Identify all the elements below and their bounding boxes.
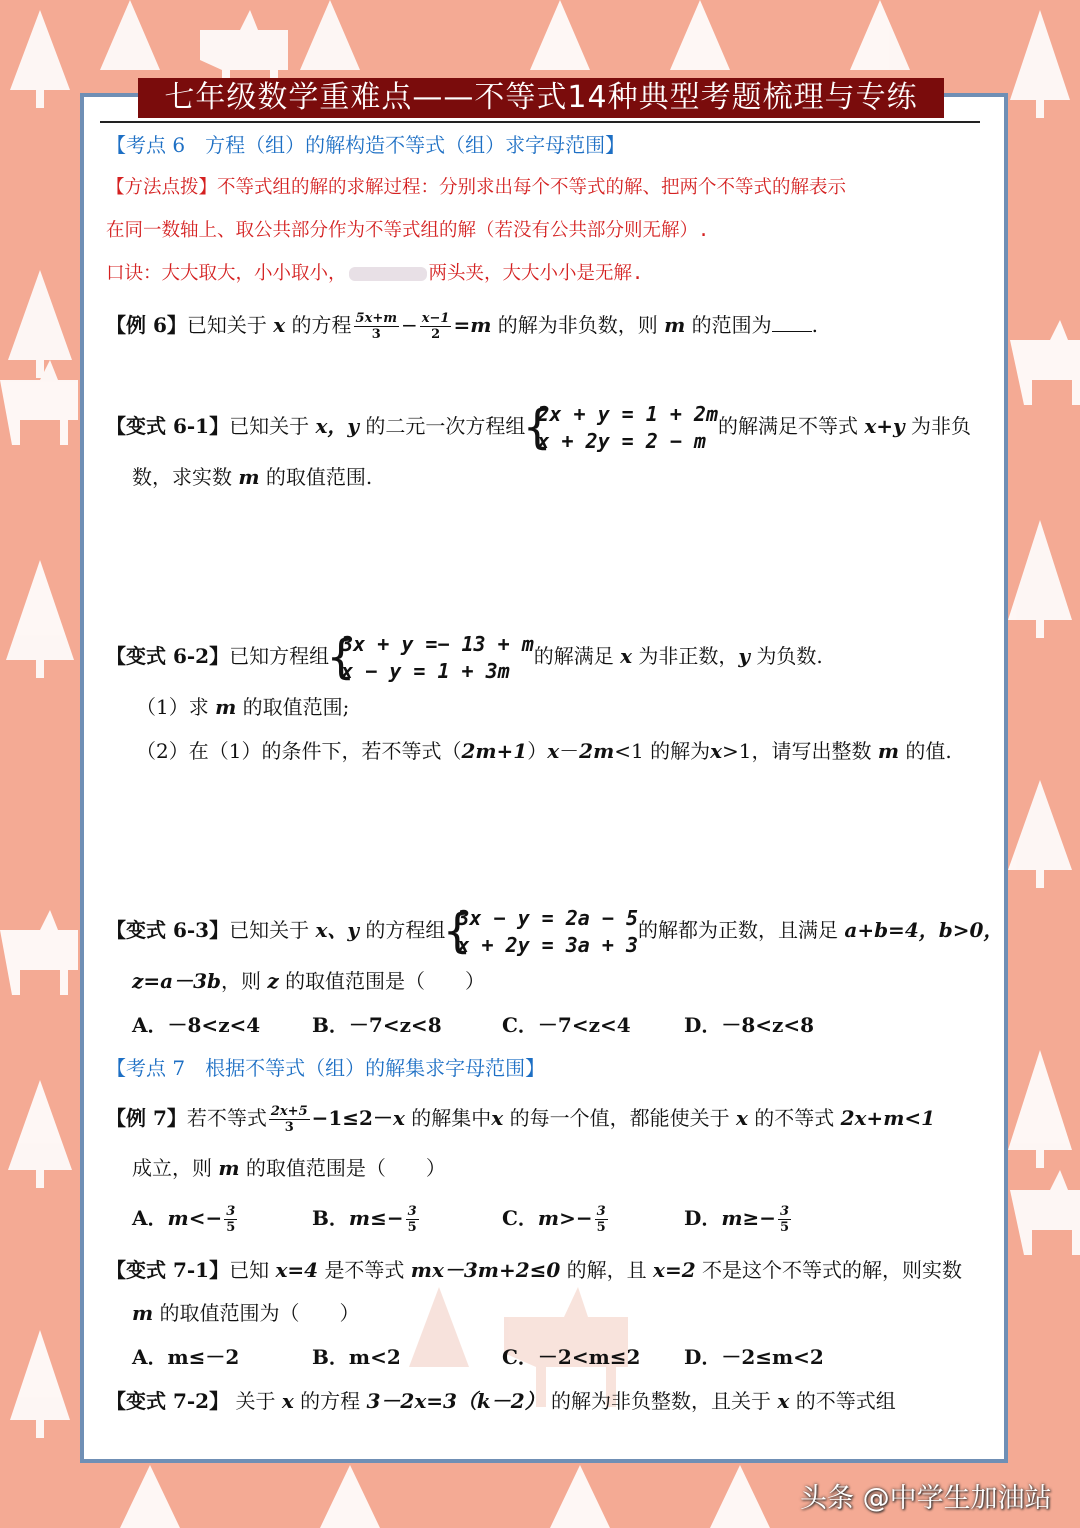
left-brace: { — [443, 903, 472, 958]
variant-6-1-line2 — [132, 464, 372, 490]
v71-choice-d[interactable]: D．－2≤m<2 — [684, 1345, 824, 1369]
choice-label: B． — [312, 1206, 349, 1230]
kp6-method-line2: 在同一数轴上、取公共部分作为不等式组的解（若没有公共部分则无解）. — [106, 220, 710, 241]
ex6-eq-m: =m — [453, 313, 492, 337]
answer-blank[interactable] — [772, 313, 812, 332]
v62-q1-a: （1）求 — [136, 695, 209, 719]
kp6-heading: 【考点 6 方程（组）的解构造不等式（组）求字母范围】 — [106, 133, 626, 157]
v62-post-b: 为非正数， — [638, 644, 739, 668]
v61-line2a: 数，求实数 — [132, 465, 232, 489]
v61-post: 的解满足不等式 — [718, 414, 858, 438]
v63-row1: 3x − y = 2a − 5 — [457, 905, 638, 930]
choice-label: D． — [684, 1206, 722, 1230]
v72-tail: 的不等式组 — [795, 1389, 896, 1413]
faint-moose-watermark — [84, 97, 1004, 1459]
ex7-m: m — [218, 1156, 240, 1180]
v61-label: 【变式 6-1】 — [106, 414, 230, 438]
v71-a: x=4 — [275, 1258, 319, 1282]
example-6 — [106, 307, 818, 343]
v61-pre: 已知关于 — [229, 414, 310, 438]
v61-line2b: 的取值范围. — [265, 465, 373, 489]
choice-num: 3 — [226, 1204, 236, 1219]
choice-den: 5 — [596, 1220, 606, 1235]
v72-post: 的解为非负整数，且关于 — [551, 1389, 772, 1413]
v63-label: 【变式 6-3】 — [106, 918, 230, 942]
v71-post: 的解，且 — [566, 1258, 647, 1282]
v72-x2: x — [777, 1389, 790, 1413]
v62-post-c: 为负数. — [756, 644, 823, 668]
source-watermark: 头条 @中学生加油站 — [800, 1483, 1052, 1514]
left-brace: { — [523, 399, 552, 454]
v62-equation-system — [329, 631, 534, 685]
v62-q1-b: 的取值范围; — [242, 695, 350, 719]
v61-xy: x，y — [315, 414, 360, 438]
v62-y: y — [738, 644, 751, 668]
ex6-fraction-2 — [420, 311, 452, 342]
choice-label: C． — [502, 1206, 538, 1230]
v62-x: x — [620, 644, 633, 668]
v61-tail: 为非负 — [911, 414, 972, 438]
v62-q2-c: － — [559, 739, 580, 763]
example-7 — [106, 1100, 935, 1136]
ex7-line2: 成立，则 — [132, 1156, 212, 1180]
ex6-text-post: 的解为非负数，则 — [497, 313, 658, 337]
ex7-ineq: 2x+m<1 — [840, 1106, 936, 1130]
ex7-post3: 的不等式 — [754, 1106, 835, 1130]
v63-z: z — [267, 969, 279, 993]
choice-expr: m≤− — [348, 1206, 404, 1230]
ex7-choice-d[interactable] — [684, 1200, 793, 1236]
v61-equation-system — [525, 401, 718, 455]
v63-cond: a+b=4，b>0， — [844, 918, 1004, 942]
ex6-text-mid: 的方程 — [291, 313, 352, 337]
ex6-fraction-1 — [354, 311, 399, 342]
ex7-f-den: 3 — [284, 1120, 294, 1135]
v62-q2-m: m — [877, 739, 900, 763]
ex7-pre: 若不等式 — [186, 1106, 267, 1130]
v61-xpy: x+y — [864, 414, 905, 438]
ex7-f-num: 2x+5 — [270, 1104, 308, 1119]
choice-expr: m<− — [167, 1206, 223, 1230]
variant-6-1 — [106, 398, 971, 455]
choice-label: A． — [132, 1206, 168, 1230]
v63-xy: x、y — [315, 918, 360, 942]
ex7-line2b: 的取值范围是（ ） — [245, 1156, 446, 1180]
ex7-x: x — [392, 1106, 405, 1130]
v71-ineq: mx－3m+2≤0 — [410, 1258, 561, 1282]
v62-q1-m: m — [215, 695, 237, 719]
variant-6-3 — [106, 902, 1003, 959]
v63-choice-d[interactable]: D．－8<z<8 — [684, 1013, 815, 1037]
v61-m: m — [238, 465, 260, 489]
v71-choice-c[interactable]: C．－2<m≤2 — [502, 1345, 641, 1369]
kp7-heading: 【考点 7 根据不等式（组）的解集求字母范围】 — [106, 1056, 546, 1080]
ex7-post: 的解集中 — [411, 1106, 492, 1130]
ex7-x2: x — [491, 1106, 504, 1130]
ex6-minus: − — [401, 313, 418, 337]
v63-equation-system — [445, 905, 638, 959]
v62-q2-a: （2）在（1）的条件下，若不等式（ — [136, 739, 462, 763]
ex7-x3: x — [735, 1106, 748, 1130]
v62-q2-x: x — [547, 739, 560, 763]
choice-expr: m≥− — [721, 1206, 777, 1230]
ex6-end: . — [811, 313, 818, 337]
v61-row2: x + 2y = 2 − m — [537, 428, 706, 453]
v72-x: x — [281, 1389, 294, 1413]
v63-line2c: 的取值范围是（ ） — [285, 969, 486, 993]
variant-7-1 — [106, 1257, 962, 1283]
ex6-f1-num: 5x+m — [355, 311, 397, 326]
v71-choice-a[interactable]: A．m≤－2 — [132, 1345, 240, 1369]
v63-line2a: z=a－3b — [132, 969, 221, 993]
choice-den: 5 — [780, 1220, 790, 1235]
ex7-mid: −1≤2－ — [311, 1106, 393, 1130]
v61-row1: 2x + y = 1 + 2m — [537, 401, 718, 426]
ex6-label: 【例 6】 — [106, 313, 187, 337]
v63-row2: x + 2y = 3a + 3 — [457, 932, 638, 957]
v62-q2-x2: x — [710, 739, 723, 763]
choice-num: 3 — [780, 1204, 790, 1219]
mnemonic-part-b: 两头夹，大大小小是无解. — [428, 263, 644, 284]
v62-q2-d: <1 的解为 — [614, 739, 711, 763]
method-text-1: 不等式组的解的求解过程：分别求出每个不等式的解、把两个不等式的解表示 — [217, 177, 847, 198]
choice-fraction — [778, 1204, 791, 1235]
v63-line2b: ，则 — [220, 969, 261, 993]
ex6-f1-den: 3 — [371, 327, 381, 342]
v71-choice-b[interactable]: B．m<2 — [312, 1345, 401, 1369]
choice-num: 3 — [596, 1204, 606, 1219]
v62-row2: x − y = 1 + 3m — [341, 658, 510, 683]
variant-7-1-line2 — [132, 1300, 360, 1326]
variant-6-3-line2 — [132, 968, 485, 994]
v62-q2-2m: 2m — [579, 739, 615, 763]
v62-row1: 3x + y =− 13 + m — [341, 631, 534, 656]
v72-eq: 3－2x=3（k－2） — [366, 1389, 545, 1413]
title-underline — [100, 121, 980, 123]
kp6-mnemonic — [106, 261, 643, 287]
v62-q2-expr: 2m+1 — [461, 739, 528, 763]
v62-label: 【变式 6-2】 — [106, 644, 230, 668]
v62-q2-f: 的值. — [905, 739, 952, 763]
choice-fraction — [595, 1204, 608, 1235]
v71-label: 【变式 7-1】 — [106, 1258, 230, 1282]
v71-mid: 是不等式 — [324, 1258, 405, 1282]
v62-q2-e: >1，请写出整数 — [722, 739, 872, 763]
v62-q2-b: ） — [527, 739, 548, 763]
method-label: 【方法点拨】 — [106, 177, 218, 198]
v63-choice-c[interactable]: C．－7<z<4 — [502, 1013, 631, 1037]
variant-6-2-q1 — [136, 694, 349, 720]
variant-6-2-q2 — [136, 738, 952, 764]
choice-den: 5 — [407, 1220, 417, 1235]
v62-post-a: 的解满足 — [533, 644, 614, 668]
ex7-choice-b[interactable] — [312, 1200, 421, 1236]
v71-line2a: m — [132, 1301, 154, 1325]
v61-mid: 的二元一次方程组 — [365, 414, 526, 438]
choice-fraction — [224, 1204, 237, 1235]
ex6-text-tail: 的范围为 — [691, 313, 772, 337]
v71-b: x=2 — [653, 1258, 696, 1282]
ex6-f2-den: 2 — [431, 327, 441, 342]
v63-pre: 已知关于 — [229, 918, 310, 942]
v62-pre: 已知方程组 — [229, 644, 330, 668]
v63-choice-b[interactable]: B．－7<z<8 — [312, 1013, 442, 1037]
ex6-var-x: x — [273, 313, 286, 337]
example-7-line2 — [132, 1155, 446, 1181]
v72-pre: 关于 — [235, 1389, 276, 1413]
choice-expr: m>− — [537, 1206, 593, 1230]
choice-num: 3 — [407, 1204, 417, 1219]
ex7-choice-c[interactable] — [502, 1200, 610, 1236]
v71-line2b: 的取值范围为（ ） — [159, 1301, 360, 1325]
left-brace: { — [327, 629, 355, 684]
v63-mid: 的方程组 — [365, 918, 446, 942]
v63-choice-a[interactable]: A．－8<z<4 — [132, 1013, 261, 1037]
mnemonic-part-a: 口诀：大大取大，小小取小， — [106, 263, 347, 284]
kp6-method-line1 — [106, 175, 846, 201]
ex7-post2: 的每一个值，都能使关于 — [509, 1106, 730, 1130]
variant-7-2 — [106, 1388, 896, 1414]
ex7-choice-a[interactable] — [132, 1200, 239, 1236]
choice-fraction — [406, 1204, 419, 1235]
variant-6-2 — [106, 628, 823, 685]
ex6-f2-num: x−1 — [421, 311, 450, 326]
smudge-mark — [349, 267, 427, 281]
ex6-var-m: m — [664, 313, 686, 337]
v71-pre: 已知 — [229, 1258, 270, 1282]
v72-mid: 的方程 — [300, 1389, 361, 1413]
v72-label: 【变式 7-2】 — [106, 1389, 230, 1413]
ex7-label: 【例 7】 — [106, 1106, 187, 1130]
ex7-fraction — [269, 1104, 310, 1135]
choice-den: 5 — [226, 1220, 236, 1235]
ex6-text: 已知关于 — [186, 313, 267, 337]
page-title: 七年级数学重难点——不等式14种典型考题梳理与专练 — [138, 78, 944, 118]
v71-tail: 不是这个不等式的解，则实数 — [702, 1258, 962, 1282]
v63-post: 的解都为正数，且满足 — [638, 918, 838, 942]
